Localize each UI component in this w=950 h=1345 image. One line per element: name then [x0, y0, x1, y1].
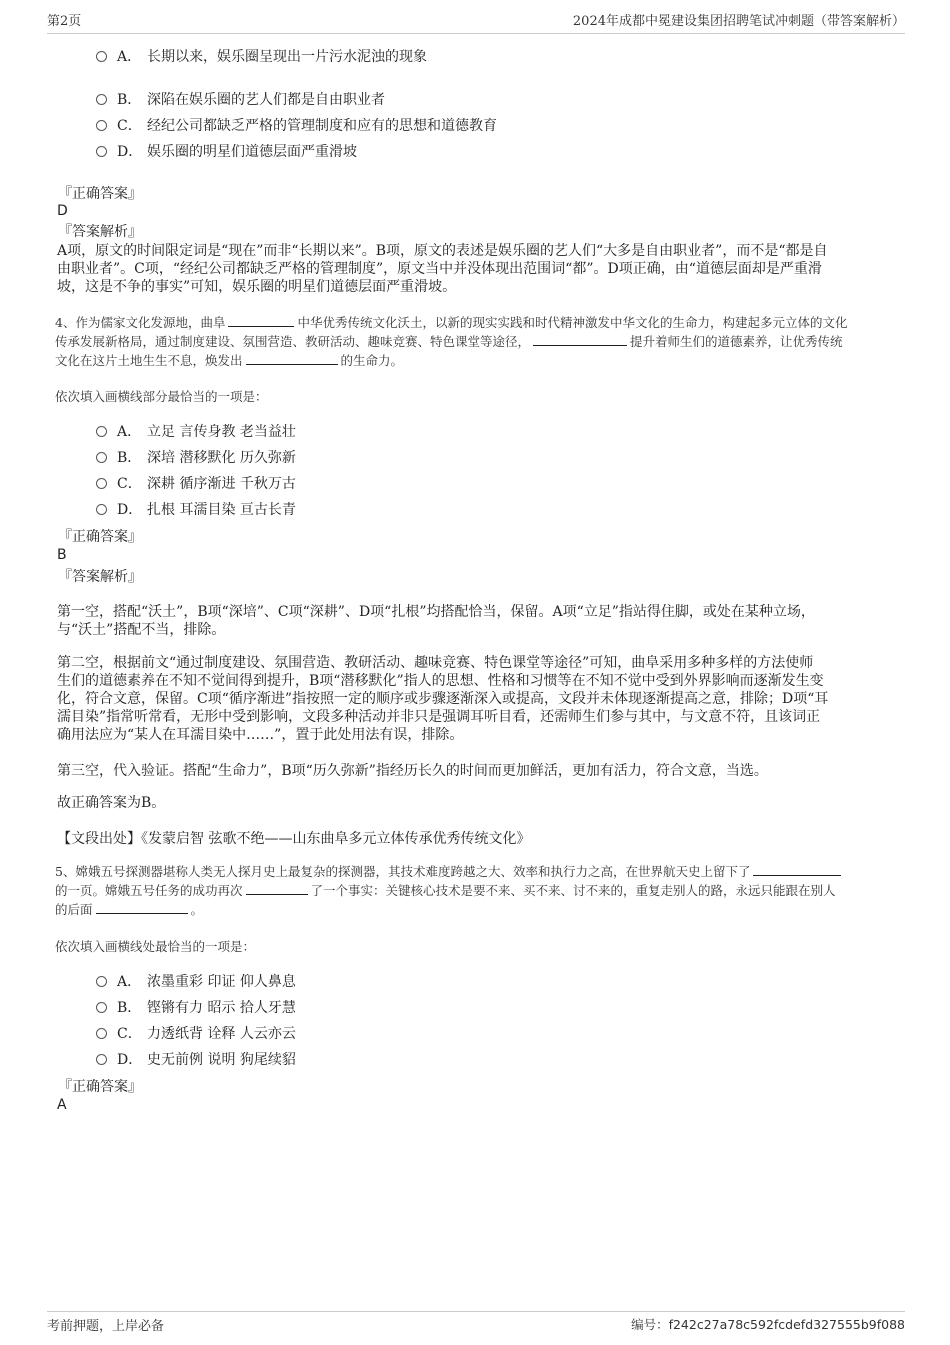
footer-document-code: 编号：f242c27a78c592fcdefd327555b9f088	[631, 1317, 905, 1332]
q4-analysis-para-2: 第二空，根据前文“通过制度建设、氛围营造、教研活动、趣味竞赛、特色课堂等途径”可知，曲阜采用多种多样的方法使师 生们的道德素养在不知不觉间得到提升，B项“潜移默化”指人的思想、性格和习惯等在不知不觉中受到外界影响而逐渐发生变 化，符合文意，保留。C项“循序渐进”指按照一定的顺序或步骤逐渐深入或提高，文段并未体现逐渐提高之意，排除；D项“耳 濡目染”指常听常看，无形中受到影响，文段多种活动并非只是强调耳听目看，还需师生们参与其中，与文意不符，且该词正 确用法应为“某人在耳濡目染中……”，置于此处用法有误，排除。	[57, 655, 829, 743]
q4-analysis-para-1: 第一空，搭配“沃土”，B项“深培”、C项“深耕”、D项“扎根”均搭配恰当，保留。A项“立足”指站得住脚，或处在某种立场， 与“沃土”搭配不当，排除。	[57, 604, 815, 638]
radio-icon[interactable]	[96, 94, 107, 105]
radio-icon[interactable]	[96, 120, 107, 131]
q4-answer-label: 『正确答案』	[58, 529, 142, 545]
q5-answer-label: 『正确答案』	[58, 1079, 142, 1095]
q5-option-d[interactable]: D． 史无前例 说明 狗尾续貂	[96, 1050, 296, 1070]
q3-analysis: A项，原文的时间限定词是“现在”而非“长期以来”。B项，原文的表述是娱乐圈的艺人们“大多是自由职业者”，而不是“都是自 由职业者”。C项，“经纪公司都缺乏严格的管理制度”，原文当中并没体现出范围词“都”。D项正确，由“道德层面却是严重滑 坡，这是不争的事实”可知，娱乐圈的明星们道德层面严重滑坡。	[57, 243, 828, 295]
q5-prompt: 依次填入画横线处最恰当的一项是：	[55, 939, 256, 954]
radio-icon[interactable]	[96, 1028, 107, 1039]
q4-source: 【文段出处】《发蒙启智 弦歌不绝——山东曲阜多元立体传承优秀传统文化》	[57, 831, 531, 847]
q3-analysis-label: 『答案解析』	[58, 224, 142, 240]
q4-analysis-para-4: 故正确答案为B。	[57, 795, 166, 811]
q5-option-c[interactable]: C． 力透纸背 诠释 人云亦云	[96, 1024, 296, 1044]
q5-option-b[interactable]: B． 铿锵有力 昭示 拾人牙慧	[96, 998, 296, 1018]
q3-option-c[interactable]: C． 经纪公司都缺乏严格的管理制度和应有的思想和道德教育	[96, 116, 497, 136]
blank-line	[246, 882, 308, 895]
q4-option-c[interactable]: C． 深耕 循序渐进 千秋万古	[96, 474, 296, 494]
radio-icon[interactable]	[96, 478, 107, 489]
radio-icon[interactable]	[96, 146, 107, 157]
q4-option-a[interactable]: A． 立足 言传身教 老当益壮	[96, 422, 296, 442]
q4-option-b[interactable]: B． 深培 潜移默化 历久弥新	[96, 448, 296, 468]
radio-icon[interactable]	[96, 1054, 107, 1065]
header-divider	[47, 33, 905, 34]
blank-line	[228, 314, 294, 327]
q3-answer-label: 『正确答案』	[58, 186, 142, 202]
blank-line	[753, 863, 841, 876]
radio-icon[interactable]	[96, 51, 107, 62]
blank-line	[246, 352, 338, 365]
q4-question: 4、作为儒家文化发源地，曲阜 中华优秀传统文化沃土，以新的现实实践和时代精神激发中华文化的生命力，构建起多元立体的文化 传承发展新格局，通过制度建设、氛围营造、教研活动、趣味竞赛、特色课堂等途径， 提升着师生们的道德素养，让优秀传统 文化在这片土地生生不息，焕发出 的生命力。	[55, 315, 848, 368]
footer-divider	[47, 1311, 905, 1312]
radio-icon[interactable]	[96, 426, 107, 437]
blank-line	[96, 901, 188, 914]
q3-option-b[interactable]: B． 深陷在娱乐圈的艺人们都是自由职业者	[96, 90, 385, 110]
radio-icon[interactable]	[96, 1002, 107, 1013]
q4-analysis-label: 『答案解析』	[58, 569, 142, 585]
q3-option-a[interactable]: A． 长期以来，娱乐圈呈现出一片污水泥浊的现象	[96, 47, 427, 67]
q5-option-a[interactable]: A． 浓墨重彩 印证 仰人鼻息	[96, 972, 296, 992]
header-page-number: 第2页	[47, 14, 82, 29]
q3-answer: D	[57, 203, 68, 219]
radio-icon[interactable]	[96, 504, 107, 515]
radio-icon[interactable]	[96, 452, 107, 463]
q4-option-d[interactable]: D． 扎根 耳濡目染 亘古长青	[96, 500, 296, 520]
blank-line	[533, 333, 627, 346]
q3-option-d[interactable]: D． 娱乐圈的明星们道德层面严重滑坡	[96, 142, 357, 162]
radio-icon[interactable]	[96, 976, 107, 987]
q4-analysis-para-3: 第三空，代入验证。搭配“生命力”，B项“历久弥新”指经历长久的时间而更加鲜活，更加有活力，符合文意，当选。	[57, 763, 768, 779]
header-title: 2024年成都中冕建设集团招聘笔试冲刺题（带答案解析）	[572, 14, 905, 29]
footer-slogan: 考前押题，上岸必备	[47, 1319, 165, 1334]
q5-answer: A	[57, 1097, 67, 1113]
q5-question: 5、嫦娥五号探测器堪称人类无人探月史上最复杂的探测器，其技术难度跨越之大、效率和执行力之高，在世界航天史上留下了 的一页。嫦娥五号任务的成功再次 了一个事实：关键核心技术是要不来、买不来、讨不来的，重复走别人的路，永远只能跟在别人 的后面 。	[55, 862, 897, 919]
q4-answer: B	[57, 547, 67, 563]
q4-prompt: 依次填入画横线部分最恰当的一项是：	[55, 389, 268, 404]
